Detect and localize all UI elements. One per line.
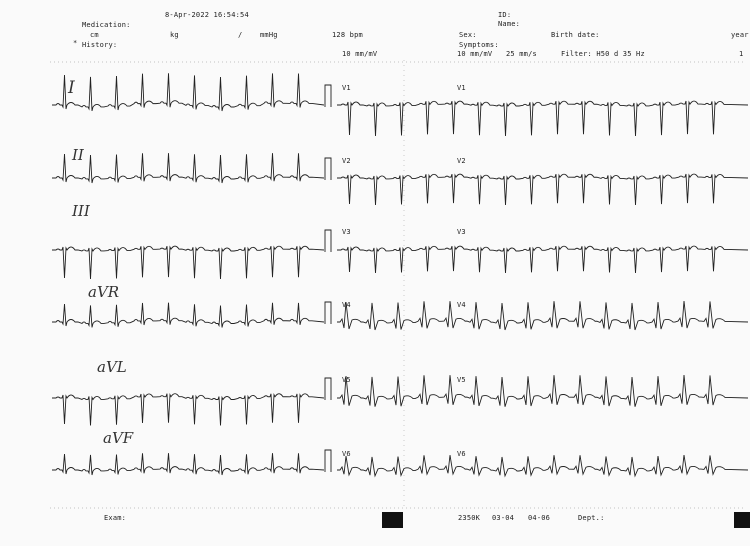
lead-label-V1: V1 <box>342 84 351 92</box>
gain-left: 10 mm/mV <box>342 50 378 58</box>
calibration-pulse-6 <box>325 450 331 472</box>
calibration-pulse-1 <box>325 85 331 107</box>
calibration-pulse-2 <box>325 158 331 180</box>
footer-code-2: 03-04 <box>492 514 515 522</box>
id-label: ID: <box>498 11 512 19</box>
paper-speed: 25 mm/s <box>506 50 537 58</box>
dept-label: Dept.: <box>578 514 605 522</box>
symptoms-label: Symptoms: <box>459 41 499 49</box>
weight-unit: kg <box>170 31 179 39</box>
heart-rate: 128 bpm <box>332 31 363 39</box>
trace-right-2 <box>337 174 748 205</box>
trace-right-6 <box>337 455 748 476</box>
lead-label-V2: V2 <box>342 157 351 165</box>
birth-date-label: Birth date: <box>551 31 600 39</box>
trace-right-4 <box>337 301 748 330</box>
year-fragment: year <box>731 31 749 39</box>
trace-left-4 <box>52 303 324 328</box>
edge-mark: 1 <box>739 50 744 58</box>
trace-left-1 <box>52 73 324 111</box>
bp-separator: / <box>238 31 243 39</box>
calibration-pulse-3 <box>325 230 331 252</box>
lead-label-V3: V3 <box>342 228 351 236</box>
trace-left-6 <box>52 453 324 475</box>
trace-left-5 <box>52 394 324 426</box>
history-label: History: <box>82 41 118 49</box>
gain-right: 10 mm/mV <box>457 50 493 58</box>
lead-label-V4-repeat: V4 <box>457 301 466 309</box>
lead-label-V6: V6 <box>342 450 351 458</box>
history-marker: * <box>73 39 78 47</box>
footer-code-1: 2350K <box>458 514 481 522</box>
trace-left-2 <box>52 153 324 183</box>
lead-label-II: II <box>72 146 84 164</box>
calibration-pulse-4 <box>325 302 331 324</box>
name-label: Name: <box>498 20 521 28</box>
datetime: 8-Apr-2022 16:54:54 <box>165 11 249 19</box>
lead-label-aVF: aVF <box>103 429 134 447</box>
trace-right-1 <box>337 101 748 136</box>
filter-setting: Filter: H50 d 35 Hz <box>561 50 645 58</box>
medication-label: Medication: <box>82 21 131 29</box>
trace-right-5 <box>337 375 748 407</box>
lead-label-V5-repeat: V5 <box>457 376 466 384</box>
lead-label-V6-repeat: V6 <box>457 450 466 458</box>
trace-left-3 <box>52 246 324 279</box>
lead-label-I: I <box>68 78 75 98</box>
timing-mark-left <box>382 512 403 528</box>
height-unit: cm <box>90 31 99 39</box>
bp-unit: mmHg <box>260 31 278 39</box>
trace-right-3 <box>337 246 748 273</box>
lead-label-V2-repeat: V2 <box>457 157 466 165</box>
timing-mark-right <box>734 512 750 528</box>
lead-label-aVL: aVL <box>97 358 127 376</box>
lead-label-V3-repeat: V3 <box>457 228 466 236</box>
lead-label-III: III <box>72 202 90 220</box>
lead-label-V4: V4 <box>342 301 351 309</box>
lead-label-aVR: aVR <box>88 283 120 301</box>
exam-label: Exam: <box>104 514 127 522</box>
calibration-pulse-5 <box>325 378 331 400</box>
footer-code-3: 04-06 <box>528 514 551 522</box>
lead-label-V5: V5 <box>342 376 351 384</box>
lead-label-V1-repeat: V1 <box>457 84 466 92</box>
sex-label: Sex: <box>459 31 477 39</box>
